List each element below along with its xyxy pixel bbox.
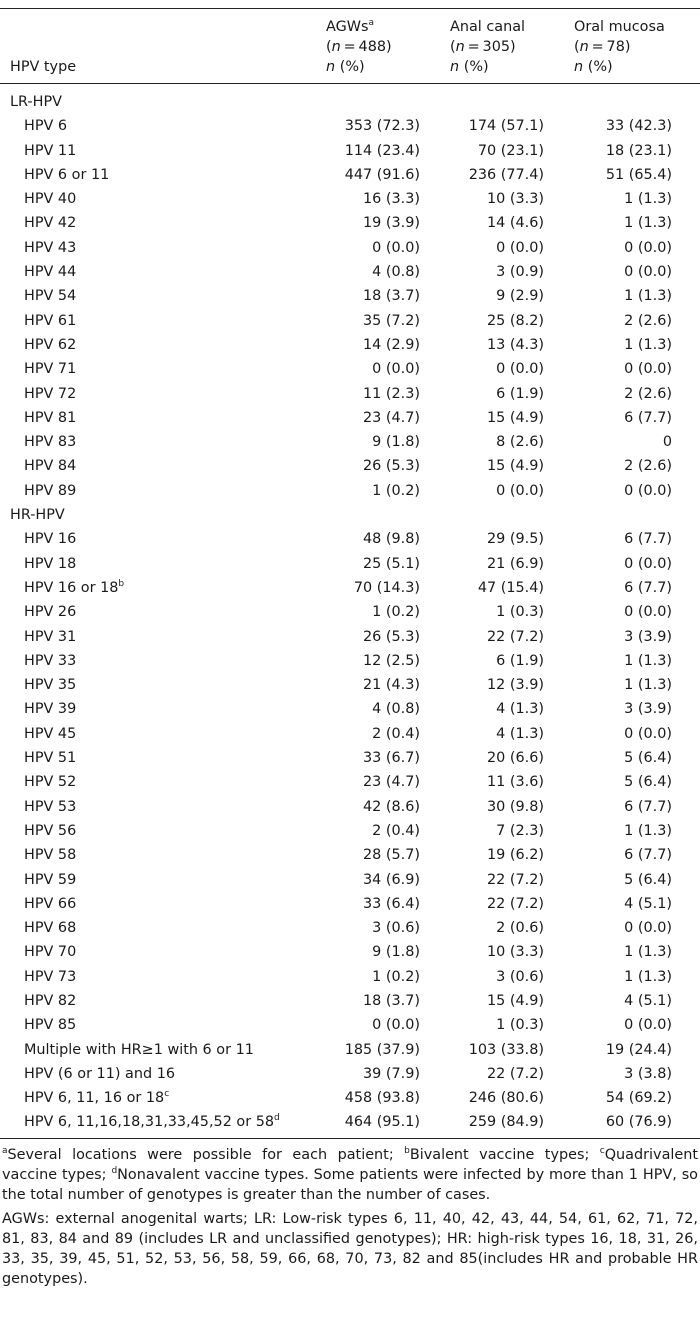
oral-mucosa-cell: 0: [662, 434, 672, 451]
anal-canal-cell: 6 (1.9): [496, 652, 544, 669]
table-row: [0, 211, 700, 235]
table-row: [0, 1110, 700, 1138]
table-row: [0, 114, 700, 138]
table-row: [0, 746, 700, 770]
footnote-abbreviations: AGWs: external anogenital warts; LR: Low-risk types 6, 11, 40, 42, 43, 44, 54, 61, 62, 71, 72, 81, 83, 84 and 89 (includes LR and unclassified genotypes); HR: high-risk types 16, 18, 31, 26, 33, 35, 39, 45, 51, 52, 53, 56, 58, 59, 66, 68, 70, 73, 82 and 85(includes HR and probable HR genotypes).: [2, 1210, 698, 1287]
hpv-type-cell: [0, 1086, 318, 1110]
anal-canal-cell: 236 (77.4): [468, 166, 544, 183]
anal-canal-cell: 15 (4.9): [486, 458, 544, 475]
table-row: [0, 527, 700, 551]
anal-canal-cell: 3 (0.9): [496, 264, 544, 281]
section-row: [0, 503, 700, 527]
hpv-type-cell: [0, 260, 318, 284]
table-row: [0, 333, 700, 357]
header-oral-unit-var: n: [574, 59, 584, 75]
anal-canal-cell: 8 (2.6): [496, 434, 544, 451]
footnote-marker: c: [599, 1145, 605, 1156]
oral-mucosa-cell: 2 (2.6): [624, 385, 672, 402]
agws-cell: 4 (0.8): [372, 264, 420, 281]
table-row: [0, 795, 700, 819]
hpv-type-text: HPV 42: [24, 215, 77, 232]
hpv-type-cell: [0, 284, 318, 308]
agws-cell: 0 (0.0): [372, 1017, 420, 1034]
hpv-type-cell: [0, 795, 318, 819]
agws-cell: 26 (5.3): [362, 458, 420, 475]
table-header: [0, 9, 700, 84]
header-oral-mucosa: [566, 9, 700, 84]
header-agws-name: AGWs: [326, 19, 369, 35]
header-anal-name: Anal canal: [450, 19, 526, 35]
hpv-type-cell: [0, 746, 318, 770]
header-anal-unit: (%): [459, 59, 489, 75]
agws-cell: 9 (1.8): [372, 434, 420, 451]
anal-canal-cell: 174 (57.1): [468, 118, 544, 135]
hpv-type-text: HPV 6, 11,16,18,31,33,45,52 or 58: [24, 1114, 275, 1131]
header-anal-n-open: (: [450, 39, 456, 55]
table-row: [0, 357, 700, 381]
hpv-type-text: HPV 43: [24, 239, 77, 256]
header-agws-count: = 488): [340, 39, 392, 55]
oral-mucosa-cell: 18 (23.1): [605, 142, 672, 159]
hpv-type-cell: [0, 722, 318, 746]
anal-canal-cell: 15 (4.9): [486, 992, 544, 1009]
table-row: [0, 965, 700, 989]
anal-canal-cell: 29 (9.5): [486, 531, 544, 548]
hpv-type-text: HPV 53: [24, 798, 77, 815]
hpv-type-cell: [0, 1110, 318, 1138]
hpv-type-text: HPV 45: [24, 725, 77, 742]
header-anal-count: = 305): [464, 39, 516, 55]
hpv-type-text: HPV 68: [24, 920, 77, 937]
agws-cell: 2 (0.4): [372, 725, 420, 742]
hpv-type-text: HPV 31: [24, 628, 77, 645]
table-row: [0, 309, 700, 333]
hpv-type-cell: [0, 406, 318, 430]
agws-cell: 464 (95.1): [318, 1110, 442, 1138]
table-row: [0, 625, 700, 649]
agws-cell: 0 (0.0): [372, 239, 420, 256]
footnote-text: Bivalent vaccine types;: [409, 1146, 600, 1163]
oral-mucosa-cell: 6 (7.7): [624, 531, 672, 548]
table-row: [0, 430, 700, 454]
anal-canal-cell: 47 (15.4): [477, 579, 544, 596]
hpv-type-text: HPV 6 or 11: [24, 166, 110, 183]
oral-mucosa-cell: 60 (76.9): [566, 1110, 700, 1138]
oral-mucosa-cell: 33 (42.3): [605, 118, 672, 135]
hpv-type-text: HPV 85: [24, 1017, 77, 1034]
hpv-type-text: HPV 56: [24, 822, 77, 839]
oral-mucosa-cell: 2 (2.6): [624, 312, 672, 329]
hpv-type-cell: [0, 552, 318, 576]
table-row: [0, 406, 700, 430]
agws-cell: 33 (6.4): [362, 895, 420, 912]
hpv-type-text: HPV 26: [24, 604, 77, 621]
hpv-type-text: HPV 59: [24, 871, 77, 888]
anal-canal-cell: 259 (84.9): [442, 1110, 566, 1138]
hpv-type-cell: [0, 892, 318, 916]
hpv-type-text: HPV 39: [24, 701, 77, 718]
header-oral-name: Oral mucosa: [574, 19, 665, 35]
agws-cell: 23 (4.7): [362, 774, 420, 791]
oral-mucosa-cell: 1 (1.3): [624, 944, 672, 961]
oral-mucosa-cell: 0 (0.0): [624, 264, 672, 281]
header-oral-unit: (%): [583, 59, 613, 75]
header-anal-unit-var: n: [450, 59, 460, 75]
header-oral-n-var: n: [579, 39, 589, 55]
table-row: [0, 187, 700, 211]
agws-cell: 48 (9.8): [362, 531, 420, 548]
header-oral-n-open: (: [574, 39, 580, 55]
oral-mucosa-cell: 1 (1.3): [624, 336, 672, 353]
hpv-type-cell: [0, 430, 318, 454]
table-row: [0, 552, 700, 576]
oral-mucosa-cell: 3 (3.8): [624, 1065, 672, 1082]
table-row: [0, 576, 700, 600]
agws-cell: 34 (6.9): [362, 871, 420, 888]
hpv-type-cell: [0, 697, 318, 721]
table-row: [0, 236, 700, 260]
table-row: [0, 989, 700, 1013]
hpv-type-text: HPV 66: [24, 895, 77, 912]
anal-canal-cell: 22 (7.2): [486, 895, 544, 912]
anal-canal-cell: 10 (3.3): [486, 191, 544, 208]
table-body: [0, 84, 700, 1139]
hpv-type-cell: [0, 916, 318, 940]
oral-mucosa-cell: 1 (1.3): [624, 822, 672, 839]
table-row: [0, 868, 700, 892]
oral-mucosa-cell: 0 (0.0): [624, 920, 672, 937]
footnote-superscripts: [2, 1145, 698, 1205]
hpv-type-text: HPV 54: [24, 288, 77, 305]
oral-mucosa-cell: 1 (1.3): [624, 288, 672, 305]
hpv-type-cell: [0, 357, 318, 381]
table-row: [0, 1013, 700, 1037]
hpv-type-text: HPV 40: [24, 191, 77, 208]
oral-mucosa-cell: 19 (24.4): [605, 1041, 672, 1058]
table-row: [0, 673, 700, 697]
table-row: [0, 382, 700, 406]
header-agws-sup: a: [368, 18, 374, 29]
anal-canal-cell: 20 (6.6): [486, 750, 544, 767]
oral-mucosa-cell: 54 (69.2): [605, 1090, 672, 1107]
section-label: HR-HPV: [10, 507, 65, 524]
agws-cell: 26 (5.3): [362, 628, 420, 645]
table-row: [0, 940, 700, 964]
agws-cell: 458 (93.8): [344, 1090, 420, 1107]
agws-cell: 447 (91.6): [344, 166, 420, 183]
hpv-type-cell: [0, 211, 318, 235]
anal-canal-cell: 9 (2.9): [496, 288, 544, 305]
anal-canal-cell: 10 (3.3): [486, 944, 544, 961]
agws-cell: 39 (7.9): [362, 1065, 420, 1082]
hpv-type-cell: [0, 479, 318, 503]
anal-canal-cell: 0 (0.0): [496, 482, 544, 499]
hpv-type-cell: [0, 819, 318, 843]
hpv-type-cell: [0, 163, 318, 187]
agws-cell: 18 (3.7): [362, 992, 420, 1009]
header-agws: [318, 9, 442, 84]
hpv-type-text: Multiple with HR≥1 with 6 or 11: [24, 1041, 254, 1058]
agws-cell: 23 (4.7): [362, 409, 420, 426]
hpv-type-cell: [0, 236, 318, 260]
oral-mucosa-cell: 3 (3.9): [624, 628, 672, 645]
hpv-type-cell: [0, 1062, 318, 1086]
table-row: [0, 843, 700, 867]
hpv-type-text: HPV 81: [24, 409, 77, 426]
header-anal-canal: [442, 9, 566, 84]
agws-cell: 0 (0.0): [372, 361, 420, 378]
anal-canal-cell: 19 (6.2): [486, 847, 544, 864]
hpv-type-cell: [0, 600, 318, 624]
anal-canal-cell: 12 (3.9): [486, 677, 544, 694]
oral-mucosa-cell: 0 (0.0): [624, 361, 672, 378]
oral-mucosa-cell: 51 (65.4): [605, 166, 672, 183]
hpv-type-text: HPV 11: [24, 142, 77, 159]
table-row: [0, 284, 700, 308]
oral-mucosa-cell: 6 (7.7): [624, 847, 672, 864]
hpv-type-text: HPV 83: [24, 434, 77, 451]
hpv-type-cell: [0, 382, 318, 406]
table-row: [0, 1086, 700, 1110]
oral-mucosa-cell: 5 (6.4): [624, 750, 672, 767]
agws-cell: 25 (5.1): [362, 555, 420, 572]
anal-canal-cell: 13 (4.3): [486, 336, 544, 353]
agws-cell: 16 (3.3): [362, 191, 420, 208]
oral-mucosa-cell: 0 (0.0): [624, 604, 672, 621]
agws-cell: 42 (8.6): [362, 798, 420, 815]
oral-mucosa-cell: 1 (1.3): [624, 968, 672, 985]
anal-canal-cell: 21 (6.9): [486, 555, 544, 572]
hpv-type-cell: [0, 673, 318, 697]
anal-canal-cell: 2 (0.6): [496, 920, 544, 937]
agws-cell: 1 (0.2): [372, 604, 420, 621]
hpv-type-cell: [0, 965, 318, 989]
section-row: [0, 84, 700, 115]
agws-cell: 1 (0.2): [372, 968, 420, 985]
hpv-type-cell: [0, 114, 318, 138]
table-row: [0, 722, 700, 746]
header-agws-n-open: (: [326, 39, 332, 55]
anal-canal-cell: 1 (0.3): [496, 604, 544, 621]
oral-mucosa-cell: 0 (0.0): [624, 725, 672, 742]
agws-cell: 19 (3.9): [362, 215, 420, 232]
table-row: [0, 649, 700, 673]
agws-cell: 4 (0.8): [372, 701, 420, 718]
hpv-type-text: HPV 44: [24, 264, 77, 281]
header-agws-n-var: n: [331, 39, 341, 55]
hpv-type-text: HPV (6 or 11) and 16: [24, 1065, 176, 1082]
footnote-marker: b: [118, 579, 125, 590]
oral-mucosa-cell: 0 (0.0): [624, 482, 672, 499]
anal-canal-cell: 70 (23.1): [477, 142, 544, 159]
header-oral-count: = 78): [588, 39, 631, 55]
oral-mucosa-cell: 6 (7.7): [624, 409, 672, 426]
anal-canal-cell: 246 (80.6): [468, 1090, 544, 1107]
oral-mucosa-cell: 1 (1.3): [624, 652, 672, 669]
oral-mucosa-cell: 1 (1.3): [624, 215, 672, 232]
hpv-type-text: HPV 35: [24, 677, 77, 694]
hpv-type-text: HPV 72: [24, 385, 77, 402]
anal-canal-cell: 22 (7.2): [486, 1065, 544, 1082]
hpv-type-text: HPV 84: [24, 458, 77, 475]
table-row: [0, 697, 700, 721]
anal-canal-cell: 4 (1.3): [496, 725, 544, 742]
section-label: LR-HPV: [10, 94, 62, 110]
oral-mucosa-cell: 0 (0.0): [624, 555, 672, 572]
agws-cell: 28 (5.7): [362, 847, 420, 864]
anal-canal-cell: 11 (3.6): [486, 774, 544, 791]
footnote-text: Nonavalent vaccine types. Some patients were infected by more than 1 HPV, so the total number of genotypes is greater than the number of cases.: [2, 1166, 698, 1203]
table-row: [0, 916, 700, 940]
oral-mucosa-cell: 0 (0.0): [624, 239, 672, 256]
oral-mucosa-cell: 3 (3.9): [624, 701, 672, 718]
footnote-marker: b: [404, 1145, 410, 1156]
hpv-type-cell: [0, 649, 318, 673]
footnote-marker: a: [2, 1145, 8, 1156]
footnote-marker: d: [274, 1113, 280, 1124]
hpv-type-cell: [0, 989, 318, 1013]
hpv-type-text: HPV 51: [24, 750, 77, 767]
hpv-type-text: HPV 89: [24, 482, 77, 499]
oral-mucosa-cell: 4 (5.1): [624, 992, 672, 1009]
footnote-marker: d: [111, 1165, 118, 1176]
anal-canal-cell: 15 (4.9): [486, 409, 544, 426]
hpv-type-cell: [0, 1038, 318, 1062]
hpv-type-cell: [0, 187, 318, 211]
oral-mucosa-cell: 6 (7.7): [624, 579, 672, 596]
anal-canal-cell: 6 (1.9): [496, 385, 544, 402]
hpv-type-cell: [0, 454, 318, 478]
agws-cell: 9 (1.8): [372, 944, 420, 961]
table-row: [0, 163, 700, 187]
agws-cell: 70 (14.3): [353, 579, 420, 596]
anal-canal-cell: 14 (4.6): [486, 215, 544, 232]
hpv-type-text: HPV 70: [24, 944, 77, 961]
agws-cell: 353 (72.3): [344, 118, 420, 135]
hpv-type-cell: [0, 1013, 318, 1037]
hpv-type-cell: [0, 333, 318, 357]
table-row: [0, 1038, 700, 1062]
hpv-type-cell: [0, 527, 318, 551]
header-agws-unit: (%): [335, 59, 365, 75]
oral-mucosa-cell: 1 (1.3): [624, 677, 672, 694]
agws-cell: 11 (2.3): [362, 385, 420, 402]
hpv-type-text: HPV 52: [24, 774, 77, 791]
table-row: [0, 1062, 700, 1086]
footnote-text: Quadrivalent vaccine types;: [2, 1146, 698, 1183]
anal-canal-cell: 30 (9.8): [486, 798, 544, 815]
header-agws-unit-var: n: [326, 59, 336, 75]
table-row: [0, 819, 700, 843]
agws-cell: 2 (0.4): [372, 822, 420, 839]
anal-canal-cell: 25 (8.2): [486, 312, 544, 329]
anal-canal-cell: 0 (0.0): [496, 361, 544, 378]
hpv-type-table: [0, 8, 700, 1139]
footnote-text: Several locations were possible for each patient;: [7, 1146, 405, 1163]
anal-canal-cell: 22 (7.2): [486, 628, 544, 645]
table-row: [0, 892, 700, 916]
header-anal-n-var: n: [455, 39, 465, 55]
table-row: [0, 454, 700, 478]
table-row: [0, 770, 700, 794]
agws-cell: 21 (4.3): [362, 677, 420, 694]
hpv-type-cell: [0, 868, 318, 892]
table-row: [0, 260, 700, 284]
hpv-type-text: HPV 6, 11, 16 or 18: [24, 1090, 165, 1107]
anal-canal-cell: 22 (7.2): [486, 871, 544, 888]
anal-canal-cell: 4 (1.3): [496, 701, 544, 718]
footnote-marker: c: [164, 1089, 170, 1100]
hpv-type-text: HPV 33: [24, 652, 77, 669]
anal-canal-cell: 0 (0.0): [496, 239, 544, 256]
hpv-type-text: HPV 71: [24, 361, 77, 378]
hpv-type-cell: [0, 940, 318, 964]
hpv-type-cell: [0, 139, 318, 163]
hpv-type-text: HPV 16 or 18: [24, 579, 119, 596]
table-row: [0, 479, 700, 503]
anal-canal-cell: 7 (2.3): [496, 822, 544, 839]
hpv-type-text: HPV 18: [24, 555, 77, 572]
hpv-type-cell: [0, 843, 318, 867]
anal-canal-cell: 103 (33.8): [468, 1041, 544, 1058]
agws-cell: 14 (2.9): [362, 336, 420, 353]
oral-mucosa-cell: 6 (7.7): [624, 798, 672, 815]
hpv-type-text: HPV 73: [24, 968, 77, 985]
anal-canal-cell: 1 (0.3): [496, 1017, 544, 1034]
hpv-type-text: HPV 16: [24, 531, 77, 548]
header-hpv-type: HPV type: [10, 59, 77, 75]
agws-cell: 35 (7.2): [362, 312, 420, 329]
agws-cell: 185 (37.9): [344, 1041, 420, 1058]
oral-mucosa-cell: 5 (6.4): [624, 871, 672, 888]
table-row: [0, 139, 700, 163]
hpv-type-cell: [0, 770, 318, 794]
hpv-type-text: HPV 61: [24, 312, 77, 329]
hpv-type-text: HPV 82: [24, 992, 77, 1009]
agws-cell: 1 (0.2): [372, 482, 420, 499]
oral-mucosa-cell: 2 (2.6): [624, 458, 672, 475]
hpv-type-text: HPV 62: [24, 336, 77, 353]
oral-mucosa-cell: 4 (5.1): [624, 895, 672, 912]
table-row: [0, 600, 700, 624]
table-footnotes: [0, 1139, 700, 1289]
oral-mucosa-cell: 0 (0.0): [624, 1017, 672, 1034]
agws-cell: 114 (23.4): [344, 142, 420, 159]
hpv-type-cell: [0, 309, 318, 333]
agws-cell: 33 (6.7): [362, 750, 420, 767]
hpv-type-text: HPV 58: [24, 847, 77, 864]
agws-cell: 12 (2.5): [362, 652, 420, 669]
oral-mucosa-cell: 5 (6.4): [624, 774, 672, 791]
oral-mucosa-cell: 1 (1.3): [624, 191, 672, 208]
anal-canal-cell: 3 (0.6): [496, 968, 544, 985]
agws-cell: 3 (0.6): [372, 920, 420, 937]
agws-cell: 18 (3.7): [362, 288, 420, 305]
hpv-type-cell: [0, 576, 318, 600]
hpv-type-text: HPV 6: [24, 118, 68, 135]
hpv-type-cell: [0, 625, 318, 649]
